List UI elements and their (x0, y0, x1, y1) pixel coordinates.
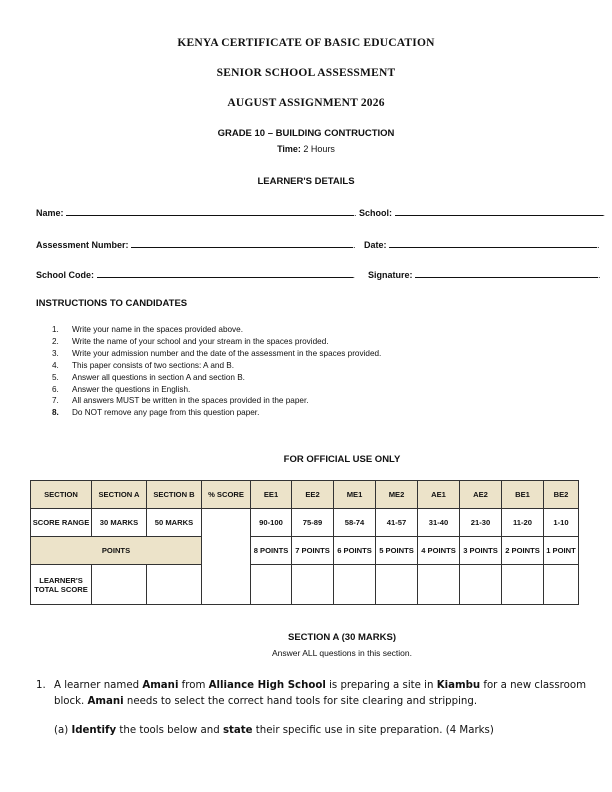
header-be1: BE1 (502, 481, 544, 509)
assignment-title: AUGUST ASSIGNMENT 2026 (227, 97, 385, 109)
score-range-row (31, 509, 579, 537)
official-use-heading: FOR OFFICIAL USE ONLY (283, 454, 401, 465)
ae2-score-cell[interactable] (460, 565, 502, 605)
section-b-marks: 50 MARKS (147, 509, 202, 537)
school-code-label: School Code: (36, 270, 94, 280)
subject-line: GRADE 10 – BUILDING CONTRUCTION (217, 128, 395, 139)
points-cell: 5 POINTS (376, 537, 418, 565)
name-label: Name: (36, 208, 64, 218)
official-score-table (30, 480, 579, 605)
date-field[interactable]: Date: . (364, 240, 600, 250)
instruction-item: 5. Answer all questions in section A and section B. (52, 372, 245, 382)
points-cell: 6 POINTS (334, 537, 376, 565)
total-score-row (31, 565, 579, 605)
ee2-score-cell[interactable] (292, 565, 334, 605)
assessment-number-line[interactable] (131, 238, 353, 248)
points-row (31, 537, 579, 565)
school-label: School: (359, 208, 392, 218)
name-school-row (36, 206, 606, 220)
school-field[interactable]: School: . (359, 208, 606, 218)
range-cell: 21-30 (460, 509, 502, 537)
time-label: Time: (277, 144, 301, 154)
instruction-item: 7. All answers MUST be written in the spaces provided in the paper. (52, 396, 309, 406)
question-number: 1. (36, 680, 46, 691)
points-cell: 4 POINTS (418, 537, 460, 565)
learner-details-heading: LEARNER'S DETAILS (257, 176, 355, 187)
date-label: Date: (364, 240, 387, 250)
header-ae1: AE1 (418, 481, 460, 509)
header-be2: BE2 (544, 481, 579, 509)
school-line[interactable] (395, 206, 603, 216)
section-b-score-cell[interactable] (147, 565, 202, 605)
be1-score-cell[interactable] (502, 565, 544, 605)
assessment-date-row (36, 238, 602, 252)
time-value: 2 Hours (303, 144, 335, 154)
section-a-marks: 30 MARKS (92, 509, 147, 537)
me2-score-cell[interactable] (376, 565, 418, 605)
range-cell: 1-10 (544, 509, 579, 537)
code-signature-row (36, 268, 602, 282)
time-line (0, 144, 612, 154)
instruction-item: 8. Do NOT remove any page from this question paper. (52, 408, 260, 418)
points-cell: 3 POINTS (460, 537, 502, 565)
header-me2: ME2 (376, 481, 418, 509)
question-1a: (a) Identify the tools below and state their specific use in site preparation. (4 Marks) (54, 725, 494, 736)
section-a-score-cell[interactable] (92, 565, 147, 605)
instruction-item: 4. This paper consists of two sections: A and B. (52, 360, 235, 370)
header-me1: ME1 (334, 481, 376, 509)
header-section-b: SECTION B (147, 481, 202, 509)
name-line[interactable] (66, 206, 354, 216)
header-ee2: EE2 (292, 481, 334, 509)
total-label-line1: LEARNER'S (39, 575, 83, 585)
instruction-item: 2. Write the name of your school and your stream in the spaces provided. (52, 336, 329, 346)
instructions-heading: INSTRUCTIONS TO CANDIDATES (36, 298, 188, 309)
signature-field[interactable]: Signature: . (368, 270, 601, 280)
header-section-a: SECTION A (92, 481, 147, 509)
header-section: SECTION (31, 481, 92, 509)
exam-title: KENYA CERTIFICATE OF BASIC EDUCATION (177, 37, 435, 49)
total-label-line2: TOTAL SCORE (34, 584, 88, 594)
header-ee1: EE1 (251, 481, 292, 509)
instruction-item: 1. Write your name in the spaces provided above. (52, 325, 243, 334)
instructions-list (52, 324, 381, 419)
points-cell: 8 POINTS (251, 537, 292, 565)
school-code-line[interactable] (97, 268, 353, 278)
section-a-heading: SECTION A (30 MARKS) (287, 632, 397, 643)
instruction-item: 6. Answer the questions in English. (52, 384, 191, 394)
signature-label: Signature: (368, 270, 413, 280)
header-ae2: AE2 (460, 481, 502, 509)
points-cell: 7 POINTS (292, 537, 334, 565)
range-cell: 75-89 (292, 509, 334, 537)
question-1-body: A learner named Amani from Alliance High School is preparing a site in Kiambu for a new classroom block. Amani needs to select the correct hand tools for site clearing and stripping. (54, 680, 587, 707)
section-a-subheading: Answer ALL questions in this section. (271, 648, 412, 658)
points-cell: 2 POINTS (502, 537, 544, 565)
name-field[interactable]: Name: . (36, 208, 357, 218)
date-line[interactable] (389, 238, 597, 248)
range-cell: 11-20 (502, 509, 544, 537)
instruction-item: 3. Write your admission number and the date of the assessment in the spaces provided. (52, 348, 382, 358)
assessment-title: SENIOR SCHOOL ASSESSMENT (216, 67, 396, 79)
points-cell: 1 POINT (544, 537, 579, 565)
me1-score-cell[interactable] (334, 565, 376, 605)
assessment-number-field[interactable]: Assessment Number: . (36, 240, 356, 250)
school-code-field[interactable]: School Code: . (36, 270, 356, 280)
be2-score-cell[interactable] (544, 565, 579, 605)
ae1-score-cell[interactable] (418, 565, 460, 605)
range-cell: 90-100 (251, 509, 292, 537)
assessment-number-label: Assessment Number: (36, 240, 129, 250)
percent-score-cell[interactable] (202, 509, 251, 605)
table-header-row (31, 481, 579, 509)
signature-line[interactable] (415, 268, 598, 278)
points-label: POINTS (31, 537, 202, 565)
score-range-label: SCORE RANGE (31, 509, 92, 537)
ee1-score-cell[interactable] (251, 565, 292, 605)
total-score-label (31, 565, 92, 605)
range-cell: 41-57 (376, 509, 418, 537)
header-percent-score: % SCORE (202, 481, 251, 509)
range-cell: 31-40 (418, 509, 460, 537)
range-cell: 58-74 (334, 509, 376, 537)
